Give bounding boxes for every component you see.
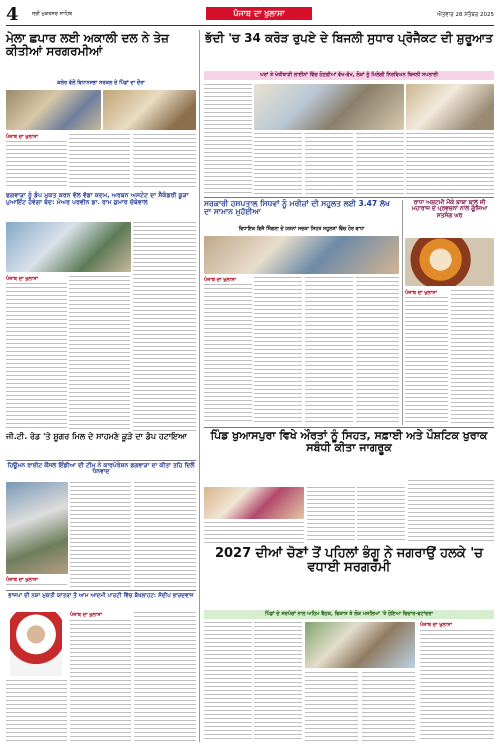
bijli-photo bbox=[254, 84, 404, 130]
byline: ਪੰਜਾਬ ਦਾ ਖੁਲਾਸਾ bbox=[6, 276, 39, 282]
byline: ਪੰਜਾਬ ਦਾ ਖੁਲਾਸਾ bbox=[70, 612, 103, 618]
column-divider bbox=[402, 200, 403, 425]
bijli-photo-2 bbox=[406, 84, 494, 130]
sarpanch-body-col5 bbox=[420, 630, 494, 742]
sarpanch-body-col3 bbox=[305, 672, 358, 742]
byline: ਪੰਜਾਬ ਦਾ ਖੁਲਾਸਾ bbox=[204, 277, 237, 283]
bijli-headline: ਭੱਦੀ 'ਚ 34 ਕਰੋੜ ਰੁਪਏ ਦੇ ਬਿਜਲੀ ਸੁਧਾਰ ਪ੍ਰੋਜੈਕਟ ਦੀ ਸ਼ੁਰੂਆਤ bbox=[205, 31, 493, 45]
hospital-body-col3 bbox=[305, 277, 353, 424]
hiv-body-col1 bbox=[6, 584, 67, 587]
gt-road-headline: ਜੀ.ਟੀ. ਰੋਡ 'ਤੇ ਸ਼ੂਗਰ ਮਿਲ ਦੇ ਸਾਹਮਣੇ ਕੂੜੇ ਦਾ ਡੰਪ ਹਟਾਇਆ bbox=[6, 432, 187, 441]
issue-date: ਐਤਵਾਰ 28 ਸਤੰਬਰ 2025 bbox=[437, 12, 494, 18]
pind-photo bbox=[204, 487, 304, 519]
bjp-portrait bbox=[10, 612, 62, 676]
page-header bbox=[6, 4, 494, 26]
bijli-body-col2 bbox=[254, 133, 302, 194]
bijli-subhead: ਘਰਾਂ ਤੇ ਖੇਤੀਬਾੜੀ ਲਾਈਨਾਂ ਵਿੱਚ ਹੋਣਗੀਆਂ ਵੱਖ-ਵੱਖ, ਲੋਕਾਂ ਨੂੰ ਮਿਲੇਗੀ ਨਿਰਵਿਘਨ ਬਿਜਲੀ ਸਪਲਾਈ bbox=[204, 71, 494, 80]
divider bbox=[204, 427, 494, 428]
byline: ਪੰਜਾਬ ਦਾ ਖੁਲਾਸਾ bbox=[420, 622, 453, 628]
mela-body-col3 bbox=[133, 134, 196, 189]
chona-headline: 2027 ਦੀਆਂ ਚੋਣਾਂ ਤੋਂ ਪਹਿਲਾਂ ਭੰਗੂ ਨੇ ਜਗਰਾਉਂ ਹਲਕੇ 'ਚ ਵਧਾਈ ਸਰਗਰਮੀ bbox=[214, 546, 484, 576]
hospital-photo bbox=[204, 236, 399, 274]
hospital-subhead: ਵਿਧਾਇਕ ਵਿਜੈ ਸਿੰਗਲਾ ਦੇ ਯਤਨਾਂ ਸਦਕਾ ਸਿਹਤ ਸਹੂਲਤਾਂ ਵਿੱਚ ਹੋਰ ਵਾਧਾ bbox=[238, 227, 365, 232]
publication-place: ਸ੍ਰੀ ਮੁਕਤਸਰ ਸਾਹਿਬ bbox=[32, 11, 73, 17]
bhagat-body-col1 bbox=[405, 297, 448, 424]
phagwara-body-col3 bbox=[133, 222, 196, 431]
page-number: 4 bbox=[6, 4, 19, 25]
phagwara-photo bbox=[6, 222, 131, 272]
divider bbox=[204, 197, 494, 198]
sarpanch-body-col4 bbox=[362, 672, 415, 742]
sarpanch-photo bbox=[305, 622, 415, 668]
sarpanch-body-col1 bbox=[204, 622, 252, 742]
divider bbox=[6, 590, 196, 591]
pind-body-col2 bbox=[357, 487, 405, 543]
hiv-body-col3 bbox=[134, 482, 196, 587]
byline: ਪੰਜਾਬ ਦਾ ਖੁਲਾਸਾ bbox=[405, 290, 438, 296]
bjp-headline: ਭਾਜਪਾ ਦੀ ਨਸ਼ਾ ਮੁਕਤੀ ਯਾਤਰਾ ਤੋਂ ਆਮ ਆਦਮੀ ਪਾਰਟੀ ਵਿੱਚ ਬੌਖਲਾਹਟ: ਸੰਦੀਪ ਭਾਰਦਵਾਜ bbox=[8, 593, 194, 599]
mela-headline: ਮੇਲਾ ਛਪਾਰ ਲਈ ਅਕਾਲੀ ਦਲ ਨੇ ਤੇਜ਼ ਕੀਤੀਆਂ ਸਰਗਰਮੀਆਂ bbox=[6, 31, 169, 58]
hospital-body-col2 bbox=[254, 277, 302, 424]
bhagat-headline: ਰਾਧਾ ਅਸ਼ਟਮੀ ਮੌਕੇ ਬਾਬਾ ਬਾਲ ਜੀ ਮਹਾਰਾਜ ਦੇ ਪ੍ਰਵਚਨਾਂ ਨਾਲ ਗੂੰਜਿਆ ਸਤਸੰਗ ਘਰ bbox=[411, 200, 488, 219]
hospital-headline: ਸਰਕਾਰੀ ਹਸਪਤਾਲ ਸਿਧਵਾਂ ਨੂੰ ਮਰੀਜ਼ਾਂ ਦੀ ਸਹੂਲਤ ਲਈ 3.47 ਲੱਖ ਦਾ ਸਾਮਾਨ ਮੁਹੱਈਆ bbox=[204, 199, 390, 217]
pind-body-col1 bbox=[307, 487, 355, 543]
phagwara-body-col1 bbox=[6, 283, 67, 431]
sarpanch-body-col2 bbox=[254, 622, 302, 742]
bijli-body-col1 bbox=[204, 84, 252, 194]
pind-body-col4 bbox=[204, 522, 304, 543]
bjp-body-col1 bbox=[6, 680, 67, 742]
bjp-body-col3 bbox=[134, 612, 196, 742]
hospital-body-col4 bbox=[356, 277, 399, 424]
bjp-body-col2 bbox=[70, 620, 131, 742]
bijli-body-col3 bbox=[305, 133, 353, 194]
mela-subhead: ਕਲੇਰ ਵੱਲੋਂ ਵਿਧਾਨਸਭਾ ਸਰਕਲ ਦੇ ਪਿੰਡਾਂ ਦਾ ਦੌਰਾ bbox=[57, 80, 145, 86]
mela-body-col2 bbox=[69, 134, 130, 189]
bijli-body-col5 bbox=[406, 133, 494, 194]
mela-photo-2 bbox=[103, 90, 196, 130]
hiv-headline: ਹਿਊਮਨ ਰਾਈਟ ਕੌਂਸਲ ਇੰਡੀਆ ਦੀ ਟੀਮ ਨੇ ਕਾਰਪੋਰੇਸ਼ਨ ਫਗਵਾੜਾ ਦਾ ਕੀਤਾ ਤਹਿ ਦਿਲੋਂ ਧੰਨਵਾਦ bbox=[7, 462, 195, 476]
mela-photo bbox=[6, 90, 101, 130]
hospital-body-col1 bbox=[204, 284, 252, 424]
byline: ਪੰਜਾਬ ਦਾ ਖੁਲਾਸਾ bbox=[6, 134, 39, 140]
divider bbox=[6, 460, 196, 461]
hiv-body-col2 bbox=[70, 482, 131, 587]
sarpanch-subhead: ਪਿੰਡਾਂ ਦੇ ਸਰਪੰਚਾਂ ਨਾਲ ਅਹਿਮ ਬੈਠਕ, ਵਿਕਾਸ ਤੇ ਲੋਕ ਮਸਲਿਆਂ 'ਤੇ ਹੋਇਆ ਵਿਚਾਰ-ਵਟਾਂਦਰਾ bbox=[204, 610, 494, 619]
bhagat-body-col2 bbox=[451, 290, 494, 424]
phagwara-body-col2 bbox=[69, 276, 130, 431]
bhagat-photo bbox=[405, 238, 494, 286]
pind-body-col3 bbox=[408, 480, 494, 543]
pind-headline: ਪਿੰਡ ਖੁਆਸਪੁਰਾ ਵਿਖੇ ਔਰਤਾਂ ਨੂੰ ਸਿਹਤ, ਸਫ਼ਾਈ ਅਤੇ ਪੌਸ਼ਟਿਕ ਖੁਰਾਕ ਸਬੰਧੀ ਕੀਤਾ ਜਾਗਰੂਕ bbox=[210, 429, 488, 454]
hiv-photo bbox=[6, 482, 68, 574]
masthead: ਪੰਜਾਬ ਦਾ ਖੁਲਾਸਾ bbox=[206, 7, 312, 20]
byline: ਪੰਜਾਬ ਦਾ ਖੁਲਾਸਾ bbox=[6, 577, 39, 583]
phagwara-headline: ਫਗਵਾੜਾ ਨੂੰ ਡੰਪ ਮੁਕਤ ਕਰਨ ਵੱਲ ਵੱਡਾ ਕਦਮ, ਅਰਬਨ ਅਸਟੇਟ ਦਾ ਸੈਕੰਡਰੀ ਕੂੜਾ ਪੁਆਇੰਟ ਹੋਵੇਗਾ ਬੰਦ: ਮੇਅਰ ਪਰਵੀਨ ਡਾ. ਰਾਮ ਕੁਮਾਰ ਚੱਬੇਵਾਲ bbox=[6, 192, 189, 206]
column-divider bbox=[199, 30, 200, 742]
mela-body-col1 bbox=[6, 141, 67, 189]
bijli-body-col4 bbox=[356, 133, 404, 194]
